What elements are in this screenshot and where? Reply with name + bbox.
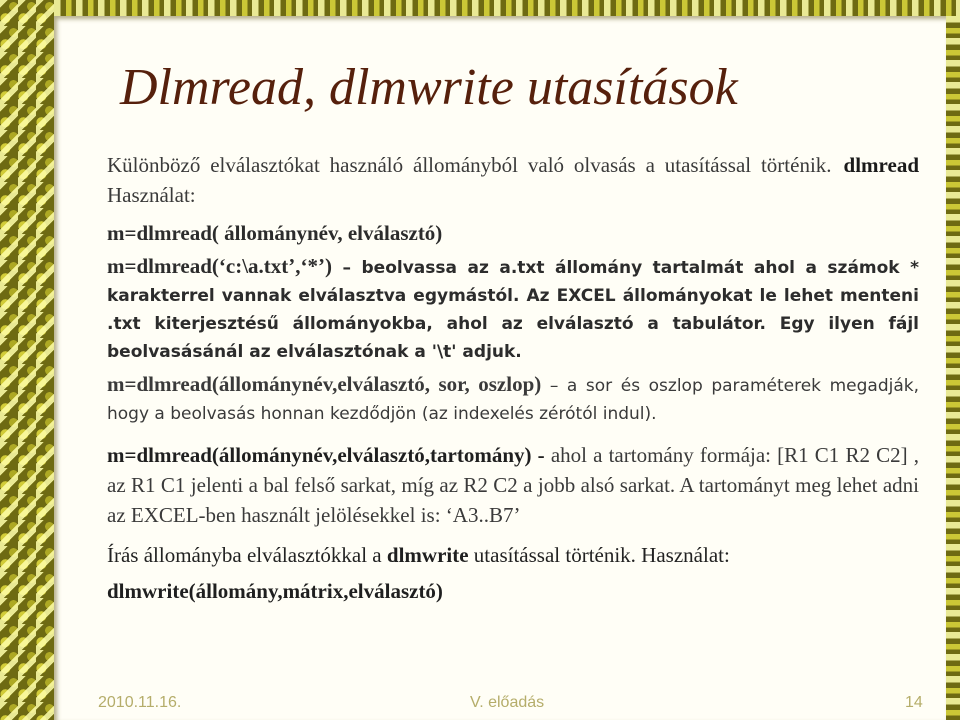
example-desc-range: ahol a tartomány formája: [R1 C1 R2 C2] , az R1 C1 jelenti a bal felső sarkat, míg az R2 C2 a jobb alsó sarkat. A tartományt meg lehet adni az EXCEL-ben használt jelölésekkel is: ‘A3..B7’ xyxy=(107,443,919,527)
syntax-line-basic: m=dlmread( állománynév, elválasztó) xyxy=(107,221,443,245)
dlmwrite-intro-before: Írás állományba elválasztókkal a xyxy=(107,543,387,567)
slide-title: Dlmread, dlmwrite utasítások xyxy=(120,59,738,116)
slide-body xyxy=(107,150,919,606)
example-desc-file: – beolvassa az a.txt állomány tartalmát ahol a számok * karakterrel vannak elválasztva egymástól. Az EXCEL állományokat le lehet menteni .txt kiterjesztésű állományokba, ahol az elválasztó a tabulátor. Egy ilyen fájl beolvasásánál az elválasztónak a '\t' adjuk. xyxy=(107,258,919,362)
decorative-border-left xyxy=(0,0,54,720)
dlmwrite-syntax: dlmwrite(állomány,mátrix,elválasztó) xyxy=(107,579,443,603)
dlmwrite-keyword: dlmwrite xyxy=(386,543,469,567)
example-desc-row-col: – a sor és oszlop paraméterek megadják, hogy a beolvasás honnan kezdődjön (az indexelés zérótól indul). xyxy=(107,376,920,424)
intro-text: Különböző elválasztókat használó állományból való olvasás a utasítással történik. Használat: xyxy=(107,153,832,207)
example-paragraph-range xyxy=(107,440,919,530)
dlmwrite-intro xyxy=(107,540,919,570)
footer-date: 2010.11.16. xyxy=(98,694,182,711)
decorative-border-right xyxy=(946,16,960,720)
dlmwrite-intro-after: utasítással történik. Használat: xyxy=(468,543,730,567)
footer-lecture: V. előadás xyxy=(470,694,545,711)
example-call-file: m=dlmread(‘c:\a.txt’,‘*’) xyxy=(107,254,333,278)
dlmread-keyword: dlmread xyxy=(843,153,919,177)
example-call-row-col: m=dlmread(állománynév,elválasztó, sor, oszlop) xyxy=(107,372,542,396)
example-call-range: m=dlmread(állománynév,elválasztó,tartomány) - xyxy=(107,443,545,467)
intro-paragraph xyxy=(107,150,919,210)
footer-page-number: 14 xyxy=(905,694,923,711)
decorative-border-top xyxy=(54,0,960,16)
example-paragraph-row-col xyxy=(107,370,919,428)
example-paragraph-file xyxy=(107,252,919,366)
